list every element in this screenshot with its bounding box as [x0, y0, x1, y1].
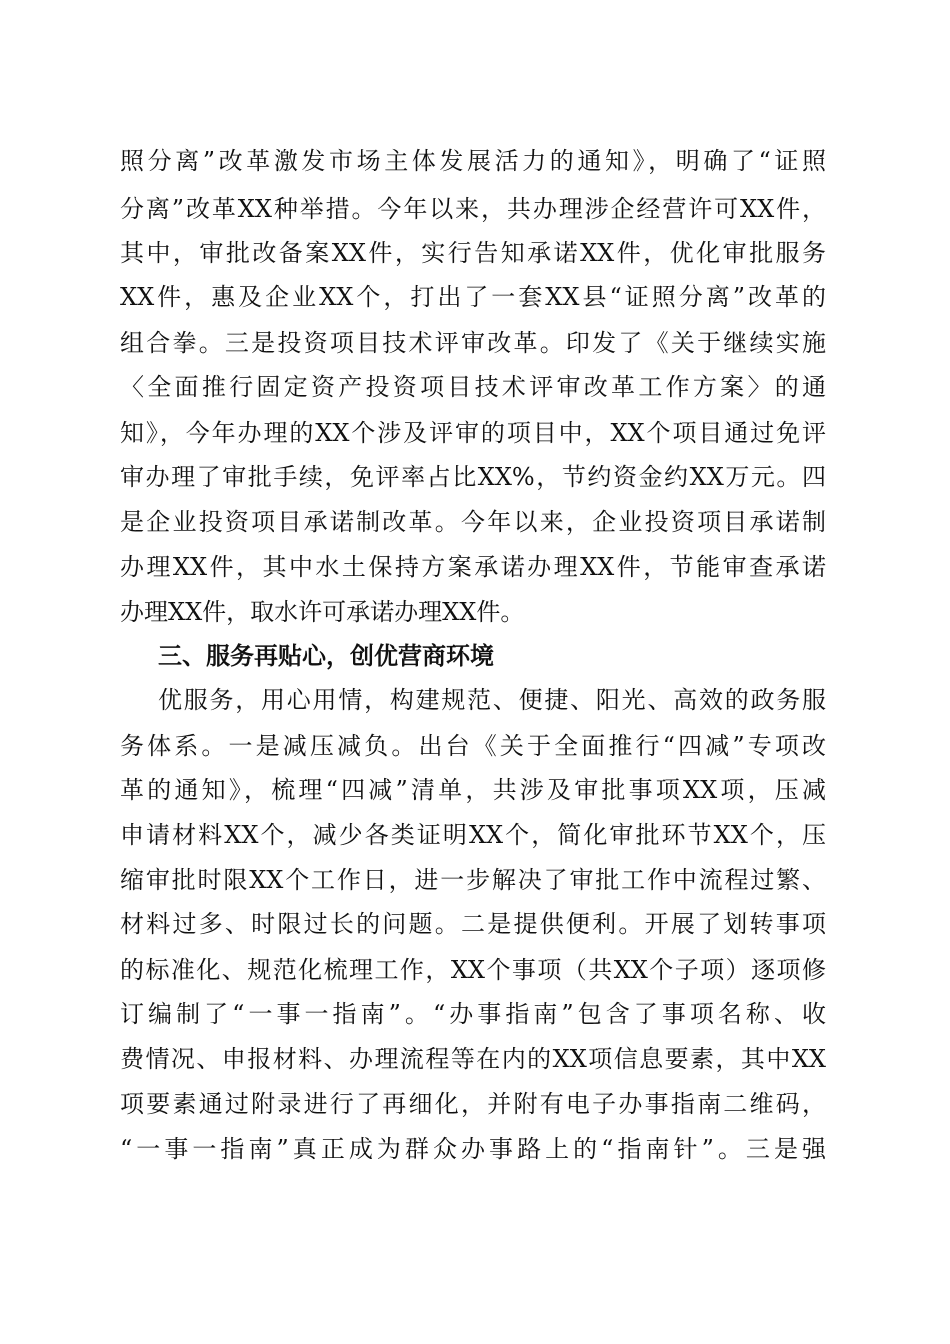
paragraph-line: “一事一指南”真正成为群众办事路上的“指南针”。三是强 — [120, 1135, 826, 1163]
paragraph-line: 是企业投资项目承诺制改革。今年以来，企业投资项目承诺制 — [120, 508, 826, 536]
paragraph-line: 审办理了审批手续，免评率占比XX%，节约资金约XX万元。四 — [120, 463, 826, 491]
paragraph-line: 缩审批时限XX个工作日，进一步解决了审批工作中流程过繁、 — [120, 866, 826, 894]
paragraph-line: 项要素通过附录进行了再细化，并附有电子办事指南二维码， — [120, 1090, 826, 1118]
paragraph-line: 材料过多、时限过长的问题。二是提供便利。开展了划转事项 — [120, 910, 826, 938]
paragraph-line: 其中，审批改备案XX件，实行告知承诺XX件，优化审批服务 — [120, 239, 826, 267]
section-heading: 三、服务再贴心，创优营商环境 — [158, 642, 494, 670]
paragraph-line: XX件，惠及企业XX个，打出了一套XX县“证照分离”改革的 — [120, 283, 826, 311]
paragraph-line: 费情况、申报材料、办理流程等在内的XX项信息要素，其中XX — [120, 1045, 826, 1073]
paragraph-line: 知》，今年办理的XX个涉及评审的项目中，XX个项目通过免评 — [120, 419, 826, 447]
paragraph-line: 办理XX件，其中水土保持方案承诺办理XX件，节能审查承诺 — [120, 553, 826, 581]
paragraph-line: 照分离”改革激发市场主体发展活力的通知》，明确了“证照 — [120, 147, 826, 175]
paragraph-line: 务体系。一是减压减负。出台《关于全面推行“四减”专项改 — [120, 732, 826, 760]
paragraph-line: 革的通知》，梳理“四减”清单，共涉及审批事项XX项，压减 — [120, 776, 826, 804]
paragraph-line: 组合拳。三是投资项目技术评审改革。印发了《关于继续实施 — [120, 329, 826, 357]
paragraph-line: 分离”改革XX种举措。今年以来，共办理涉企经营许可XX件， — [120, 195, 826, 223]
paragraph-line: 〈全面推行固定资产投资项目技术评审改革工作方案〉的通 — [120, 373, 826, 401]
paragraph-line: 的标准化、规范化梳理工作，XX个事项（共XX个子项）逐项修 — [120, 956, 826, 984]
paragraph-line: 办理XX件，取水许可承诺办理XX件。 — [120, 598, 525, 626]
paragraph-line: 订编制了“一事一指南”。“办事指南”包含了事项名称、收 — [120, 1000, 826, 1028]
paragraph-line: 申请材料XX个，减少各类证明XX个，简化审批环节XX个，压 — [120, 821, 826, 849]
paragraph-line: 优服务，用心用情，构建规范、便捷、阳光、高效的政务服 — [158, 686, 826, 714]
